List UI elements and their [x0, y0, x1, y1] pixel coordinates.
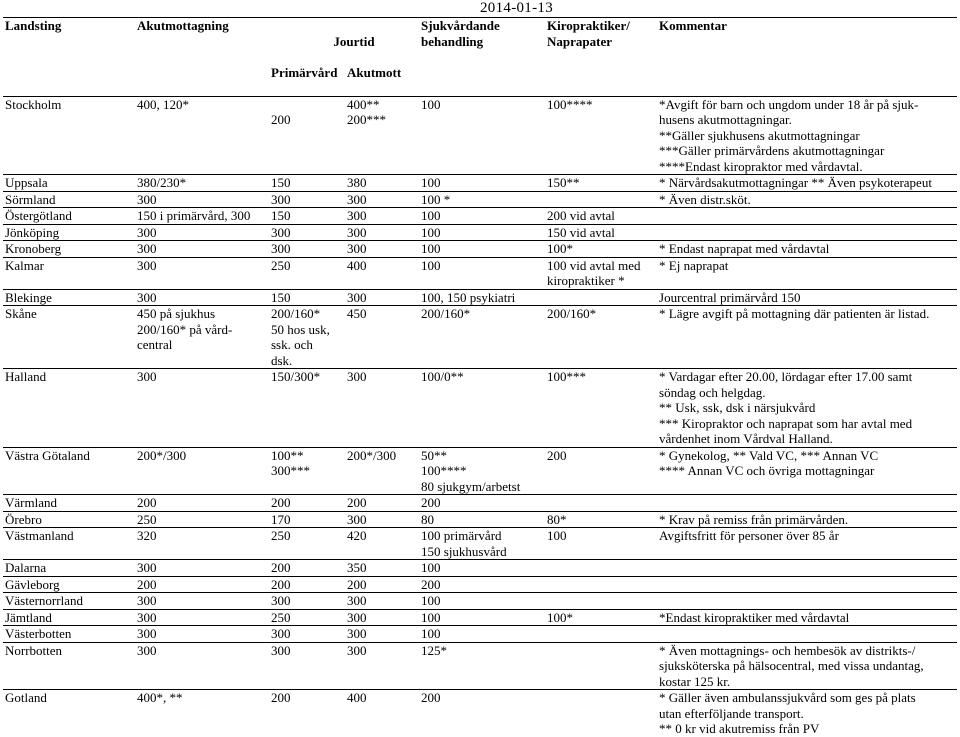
cell-kommentar: Jourcentral primärvård 150	[657, 289, 957, 306]
cell-sjukvardande: 80	[419, 511, 545, 528]
cell-jourtid-akut: 400	[345, 690, 419, 737]
header-jourtid-label: Jourtid	[333, 33, 375, 49]
cell-jourtid-primarvard: 250	[269, 528, 345, 560]
cell-kommentar: * Lägre avgift på mottagning där patienten är listad.	[657, 306, 957, 369]
cell-sjukvardande: 125*	[419, 642, 545, 690]
header-kommentar: Kommentar	[657, 18, 957, 97]
table-row	[3, 289, 957, 306]
cell-akutmottagning: 300	[135, 593, 269, 610]
cell-landsting: Blekinge	[3, 289, 135, 306]
table-row	[3, 609, 957, 626]
cell-landsting: Gotland	[3, 690, 135, 737]
cell-jourtid-akut: 300	[345, 511, 419, 528]
cell-kommentar: * Krav på remiss från primärvården.	[657, 511, 957, 528]
cell-landsting: Värmland	[3, 495, 135, 512]
cell-landsting: Västmanland	[3, 528, 135, 560]
cell-landsting: Västra Götaland	[3, 447, 135, 495]
table-row	[3, 175, 957, 192]
cell-jourtid-primarvard: 200/160* 50 hos usk, ssk. och dsk.	[269, 306, 345, 369]
document-date: 2014-01-13	[480, 0, 553, 16]
cell-kiropraktiker: 150 vid avtal	[545, 224, 657, 241]
header-akutmott: Akutmott	[347, 64, 402, 80]
cell-akutmottagning: 200	[135, 495, 269, 512]
cell-jourtid-akut: 300	[345, 191, 419, 208]
cell-jourtid-akut: 450	[345, 306, 419, 369]
cell-sjukvardande: 200	[419, 495, 545, 512]
cell-jourtid-primarvard: 300	[269, 626, 345, 643]
cell-jourtid-akut: 300	[345, 609, 419, 626]
cell-jourtid-akut: 400** 200***	[345, 96, 419, 175]
table-row	[3, 224, 957, 241]
cell-kiropraktiker: 150**	[545, 175, 657, 192]
cell-jourtid-akut: 300	[345, 208, 419, 225]
table-row	[3, 369, 957, 448]
cell-jourtid-primarvard: 300	[269, 191, 345, 208]
cell-akutmottagning: 150 i primärvård, 300	[135, 208, 269, 225]
cell-kiropraktiker: 200/160*	[545, 306, 657, 369]
cell-jourtid-akut: 300	[345, 642, 419, 690]
table-row	[3, 576, 957, 593]
table-body	[3, 96, 957, 737]
cell-jourtid-primarvard: 300	[269, 241, 345, 258]
cell-jourtid-primarvard: 300	[269, 642, 345, 690]
cell-kommentar	[657, 593, 957, 610]
table-row	[3, 257, 957, 289]
cell-akutmottagning: 300	[135, 642, 269, 690]
cell-kommentar: * Gynekolog, ** Vald VC, *** Annan VC **** Annan VC och övriga mottagningar	[657, 447, 957, 495]
cell-sjukvardande: 100	[419, 609, 545, 626]
cell-jourtid-primarvard: 250	[269, 609, 345, 626]
cell-jourtid-akut: 300	[345, 626, 419, 643]
cell-akutmottagning: 320	[135, 528, 269, 560]
cell-sjukvardande: 100	[419, 257, 545, 289]
cell-kiropraktiker	[545, 576, 657, 593]
cell-kiropraktiker	[545, 191, 657, 208]
cell-kommentar: Avgiftsfritt för personer över 85 år	[657, 528, 957, 560]
cell-jourtid-primarvard: 300	[269, 593, 345, 610]
cell-landsting: Gävleborg	[3, 576, 135, 593]
cell-landsting: Sörmland	[3, 191, 135, 208]
header-sjukvardande: Sjukvårdande behandling	[419, 18, 545, 97]
cell-landsting: Norrbotten	[3, 642, 135, 690]
cell-jourtid-primarvard: 200	[269, 96, 345, 175]
table-row	[3, 560, 957, 577]
cell-landsting: Stockholm	[3, 96, 135, 175]
cell-kiropraktiker	[545, 560, 657, 577]
cell-jourtid-primarvard: 200	[269, 495, 345, 512]
cell-landsting: Östergötland	[3, 208, 135, 225]
cell-kommentar: * Gäller även ambulanssjukvård som ges på plats utan efterföljande transport. ** 0 kr vid akutremiss från PV	[657, 690, 957, 737]
cell-landsting: Dalarna	[3, 560, 135, 577]
cell-sjukvardande: 200/160*	[419, 306, 545, 369]
table-row	[3, 96, 957, 175]
cell-sjukvardande: 100 *	[419, 191, 545, 208]
cell-sjukvardande: 100	[419, 241, 545, 258]
cell-kiropraktiker	[545, 289, 657, 306]
cell-sjukvardande: 100	[419, 560, 545, 577]
cell-landsting: Kronoberg	[3, 241, 135, 258]
table-row	[3, 511, 957, 528]
table-row	[3, 241, 957, 258]
header-row	[3, 18, 957, 97]
cell-landsting: Västernorrland	[3, 593, 135, 610]
table-row	[3, 626, 957, 643]
cell-akutmottagning: 300	[135, 191, 269, 208]
cell-akutmottagning: 250	[135, 511, 269, 528]
cell-kommentar: * Vardagar efter 20.00, lördagar efter 17.00 samt söndag och helgdag. ** Usk, ssk, dsk i närsjukvård *** Kiropraktor och naprapat som har avtal med vårdenhet inom Vårdval Halland.	[657, 369, 957, 448]
cell-jourtid-primarvard: 250	[269, 257, 345, 289]
header-primarvard: Primärvård	[271, 64, 338, 80]
cell-jourtid-primarvard: 170	[269, 511, 345, 528]
cell-kiropraktiker: 80*	[545, 511, 657, 528]
cell-sjukvardande: 100	[419, 224, 545, 241]
cell-sjukvardande: 100	[419, 96, 545, 175]
cell-akutmottagning: 300	[135, 369, 269, 448]
cell-akutmottagning: 400*, **	[135, 690, 269, 737]
cell-kommentar	[657, 208, 957, 225]
table-row	[3, 208, 957, 225]
cell-kiropraktiker	[545, 593, 657, 610]
cell-kiropraktiker: 100*	[545, 609, 657, 626]
table-row	[3, 642, 957, 690]
cell-jourtid-primarvard: 100** 300***	[269, 447, 345, 495]
table-row	[3, 191, 957, 208]
cell-kiropraktiker: 100*	[545, 241, 657, 258]
header-jourtid	[269, 18, 419, 97]
cell-jourtid-primarvard: 150	[269, 208, 345, 225]
cell-jourtid-akut: 420	[345, 528, 419, 560]
cell-sjukvardande: 200	[419, 576, 545, 593]
cell-jourtid-akut: 300	[345, 241, 419, 258]
cell-sjukvardande: 100, 150 psykiatri	[419, 289, 545, 306]
cell-akutmottagning: 300	[135, 626, 269, 643]
cell-landsting: Jönköping	[3, 224, 135, 241]
cell-kiropraktiker	[545, 690, 657, 737]
cell-jourtid-primarvard: 300	[269, 224, 345, 241]
cell-sjukvardande: 100	[419, 593, 545, 610]
cell-jourtid-akut: 200*/300	[345, 447, 419, 495]
cell-kommentar	[657, 495, 957, 512]
cell-jourtid-primarvard: 150	[269, 289, 345, 306]
cell-kommentar: * Även mottagnings- och hembesök av distrikts-/ sjuksköterska på hälsocentral, med vissa undantag, kostar 125 kr.	[657, 642, 957, 690]
cell-kommentar: *Endast kiropraktiker med vårdavtal	[657, 609, 957, 626]
cell-landsting: Västerbotten	[3, 626, 135, 643]
cell-jourtid-akut: 300	[345, 593, 419, 610]
table-row	[3, 447, 957, 495]
cell-jourtid-akut: 200	[345, 495, 419, 512]
cell-akutmottagning: 300	[135, 257, 269, 289]
cell-kommentar	[657, 224, 957, 241]
cell-kommentar: * Ej naprapat	[657, 257, 957, 289]
cell-akutmottagning: 300	[135, 560, 269, 577]
cell-kiropraktiker	[545, 626, 657, 643]
table-row	[3, 528, 957, 560]
cell-kommentar: * Endast naprapat med vårdavtal	[657, 241, 957, 258]
cell-kommentar	[657, 626, 957, 643]
cell-akutmottagning: 450 på sjukhus 200/160* på vård- central	[135, 306, 269, 369]
table-row	[3, 495, 957, 512]
cell-jourtid-akut: 200	[345, 576, 419, 593]
cell-landsting: Skåne	[3, 306, 135, 369]
table-row	[3, 593, 957, 610]
cell-landsting: Halland	[3, 369, 135, 448]
cell-sjukvardande: 100/0**	[419, 369, 545, 448]
table-row	[3, 690, 957, 737]
cell-kommentar: *Avgift för barn och ungdom under 18 år på sjuk- husens akutmottagningar. **Gäller sjukhusens akutmottagningar ***Gäller primärvårdens akutmottagningar ****Endast kiropraktor med vårdavtal.	[657, 96, 957, 175]
cell-jourtid-akut: 300	[345, 369, 419, 448]
cell-jourtid-akut: 300	[345, 224, 419, 241]
cell-landsting: Örebro	[3, 511, 135, 528]
cell-sjukvardande: 100	[419, 208, 545, 225]
cell-kiropraktiker: 200	[545, 447, 657, 495]
cell-jourtid-akut: 350	[345, 560, 419, 577]
cell-jourtid-primarvard: 200	[269, 690, 345, 737]
cell-akutmottagning: 200*/300	[135, 447, 269, 495]
cell-jourtid-primarvard: 200	[269, 576, 345, 593]
cell-landsting: Uppsala	[3, 175, 135, 192]
cell-kommentar	[657, 576, 957, 593]
cell-kommentar: * Närvårdsakutmottagningar ** Även psykoterapeut	[657, 175, 957, 192]
cell-akutmottagning: 300	[135, 241, 269, 258]
cell-akutmottagning: 200	[135, 576, 269, 593]
fee-table	[3, 17, 957, 737]
cell-akutmottagning: 380/230*	[135, 175, 269, 192]
cell-akutmottagning: 300	[135, 289, 269, 306]
cell-jourtid-primarvard: 200	[269, 560, 345, 577]
cell-kiropraktiker: 100****	[545, 96, 657, 175]
table-row	[3, 306, 957, 369]
cell-kiropraktiker: 100 vid avtal med kiropraktiker *	[545, 257, 657, 289]
cell-jourtid-akut: 300	[345, 289, 419, 306]
cell-kiropraktiker	[545, 495, 657, 512]
cell-akutmottagning: 400, 120*	[135, 96, 269, 175]
header-kiropraktiker: Kiropraktiker/ Naprapater	[545, 18, 657, 97]
cell-sjukvardande: 50** 100**** 80 sjukgym/arbetst	[419, 447, 545, 495]
header-landsting: Landsting	[3, 18, 135, 97]
cell-kiropraktiker	[545, 642, 657, 690]
cell-kommentar: * Även distr.sköt.	[657, 191, 957, 208]
cell-sjukvardande: 100	[419, 626, 545, 643]
cell-akutmottagning: 300	[135, 224, 269, 241]
cell-jourtid-akut: 380	[345, 175, 419, 192]
cell-sjukvardande: 100 primärvård 150 sjukhusvård	[419, 528, 545, 560]
cell-landsting: Kalmar	[3, 257, 135, 289]
cell-kiropraktiker: 100***	[545, 369, 657, 448]
cell-akutmottagning: 300	[135, 609, 269, 626]
cell-jourtid-primarvard: 150/300*	[269, 369, 345, 448]
header-akutmottagning: Akutmottagning	[135, 18, 269, 97]
cell-jourtid-akut: 400	[345, 257, 419, 289]
cell-sjukvardande: 200	[419, 690, 545, 737]
cell-landsting: Jämtland	[3, 609, 135, 626]
cell-kiropraktiker: 100	[545, 528, 657, 560]
cell-sjukvardande: 100	[419, 175, 545, 192]
cell-kiropraktiker: 200 vid avtal	[545, 208, 657, 225]
cell-kommentar	[657, 560, 957, 577]
cell-jourtid-primarvard: 150	[269, 175, 345, 192]
